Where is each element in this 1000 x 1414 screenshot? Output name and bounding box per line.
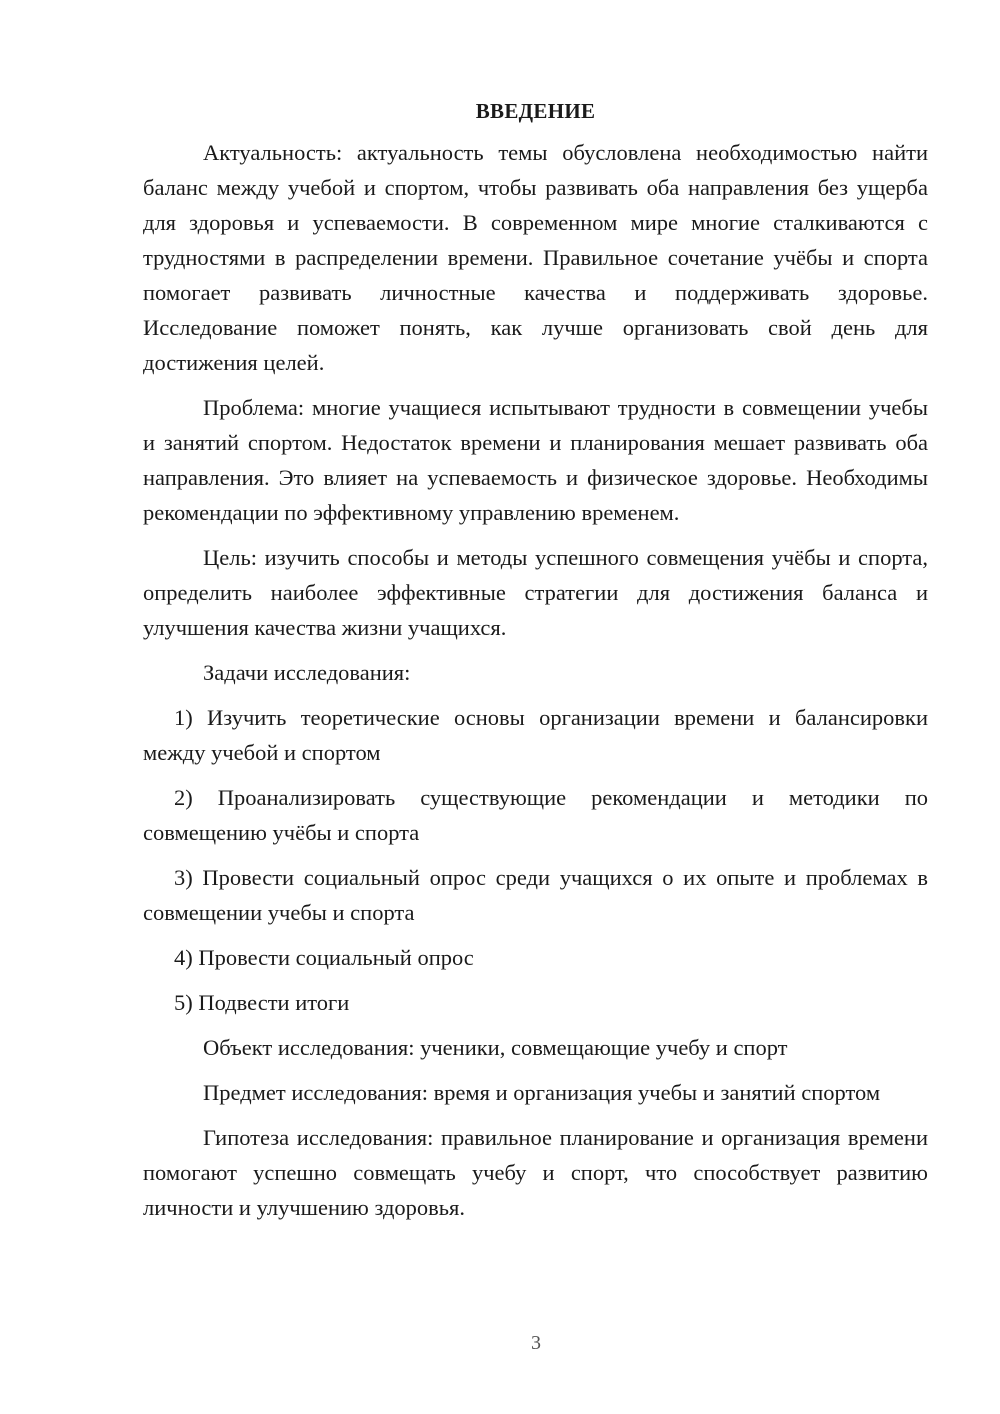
task-item: 2) Проанализировать существующие рекомендации и методики по совмещению учёбы и спорта [143, 785, 928, 845]
task-item: 4) Провести социальный опрос [174, 945, 474, 970]
task-item: 3) Провести социальный опрос среди учащихся о их опыте и проблемах в совмещении учебы и спорта [143, 865, 928, 925]
page-number: 3 [531, 1332, 541, 1354]
document-page [143, 90, 928, 1235]
goal-paragraph: Цель: изучить способы и методы успешного совмещения учёбы и спорта, определить наиболее эффективные стратегии для достижения баланса и улучшения качества жизни учащихся. [143, 545, 928, 640]
task-item: 1) Изучить теоретические основы организации времени и балансировки между учебой и спортом [143, 705, 928, 765]
section-title: ВВЕДЕНИЕ [475, 99, 596, 123]
tasks-heading: Задачи исследования: [203, 660, 411, 685]
relevance-paragraph: Актуальность: актуальность темы обусловлена необходимостью найти баланс между учебой и спортом, чтобы развивать оба направления без ущерба для здоровья и успеваемости. В современном мире многие сталкиваются с трудностями в распределении времени. Правильное сочетание учёбы и спорта помогает развивать личностные качества и поддерживать здоровье. Исследование поможет понять, как лучше организовать свой день для достижения целей. [143, 140, 928, 375]
subject-paragraph: Предмет исследования: время и организация учебы и занятий спортом [203, 1080, 881, 1105]
task-item: 5) Подвести итоги [174, 990, 350, 1015]
object-paragraph: Объект исследования: ученики, совмещающие учебу и спорт [203, 1035, 788, 1060]
problem-paragraph: Проблема: многие учащиеся испытывают трудности в совмещении учебы и занятий спортом. Недостаток времени и планирования мешает развивать оба направления. Это влияет на успеваемость и физическое здоровье. Необходимы рекомендации по эффективному управлению временем. [143, 395, 928, 525]
hypothesis-paragraph: Гипотеза исследования: правильное планирование и организация времени помогают успешно совмещать учебу и спорт, что способствует развитию личности и улучшению здоровья. [143, 1125, 928, 1220]
